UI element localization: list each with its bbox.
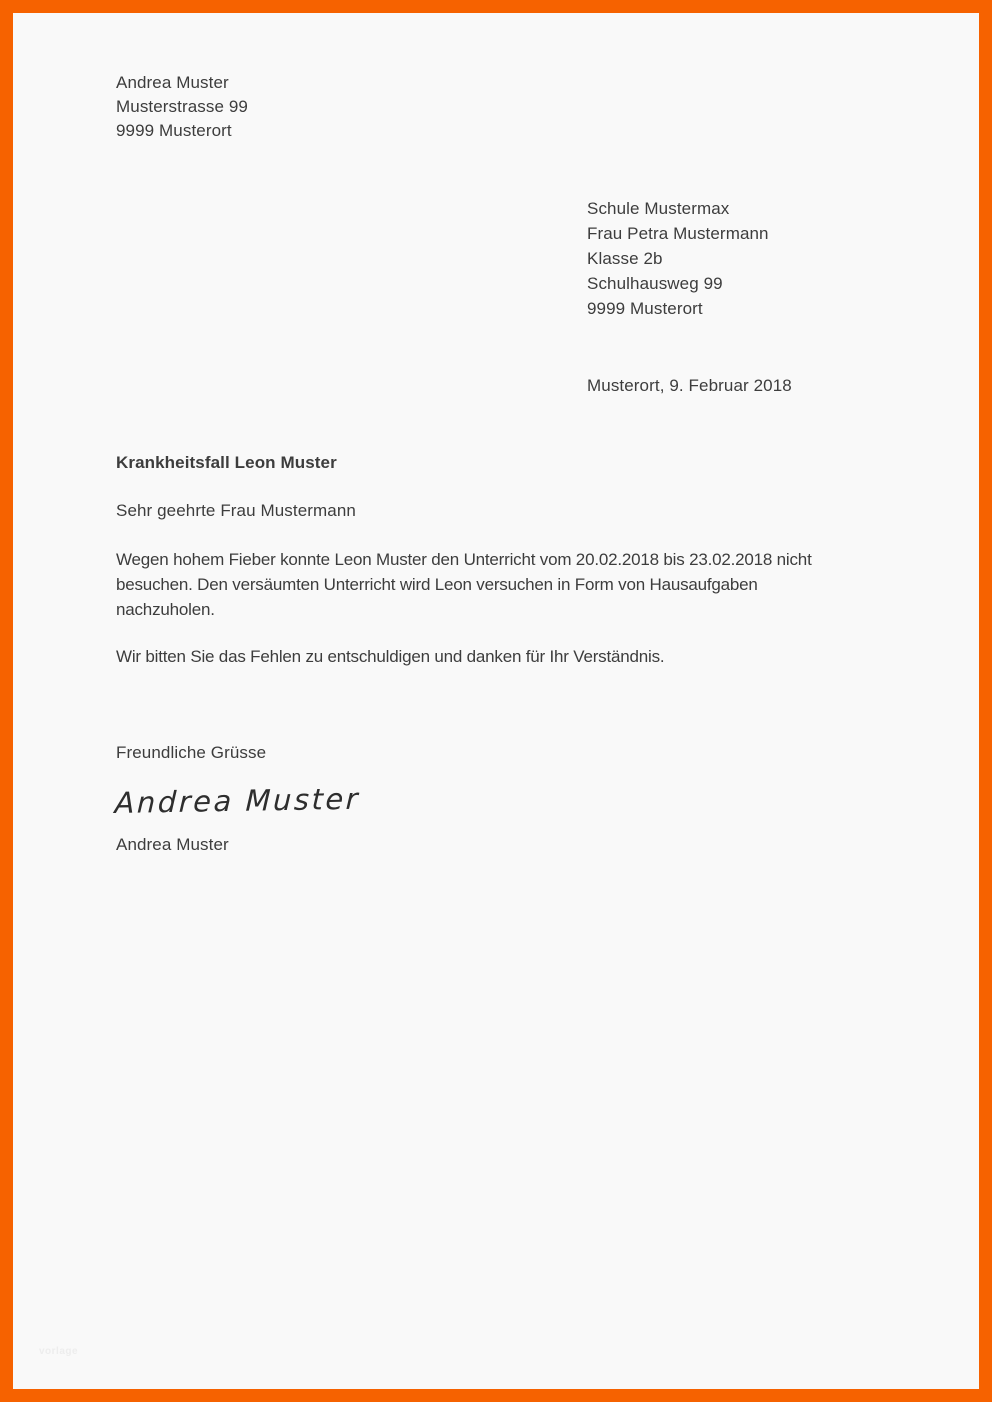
recipient-teacher: Frau Petra Mustermann [587,224,769,243]
body-paragraph-1 [116,547,812,622]
subject-line: Krankheitsfall Leon Muster [116,453,337,472]
sender-city: 9999 Musterort [116,121,232,140]
body-paragraph-1-line: Wegen hohem Fieber konnte Leon Muster den Unterricht vom 20.02.2018 bis 23.02.2018 nicht [116,550,812,569]
recipient-city: 9999 Musterort [587,299,703,318]
recipient-address-block [587,196,769,321]
sender-address-block [116,71,248,143]
sender-name: Andrea Muster [116,73,229,92]
closing-phrase: Freundliche Grüsse [116,743,267,762]
date-line: Musterort, 9. Februar 2018 [587,376,792,395]
sender-street: Musterstrasse 99 [116,97,248,116]
watermark-text: vorlage [39,1346,79,1357]
recipient-class: Klasse 2b [587,249,663,268]
body-paragraph-1-line: besuchen. Den versäumten Unterricht wird Leon versuchen in Form von Hausaufgaben [116,575,758,594]
salutation: Sehr geehrte Frau Mustermann [116,501,356,520]
body-paragraph-2: Wir bitten Sie das Fehlen zu entschuldigen und danken für Ihr Verständnis. [116,647,665,666]
recipient-school: Schule Mustermax [587,199,730,218]
signer-name: Andrea Muster [116,835,229,854]
body-paragraph-1-line: nachzuholen. [116,600,215,619]
handwritten-signature: Andrea Muster [114,781,361,820]
recipient-street: Schulhausweg 99 [587,274,723,293]
